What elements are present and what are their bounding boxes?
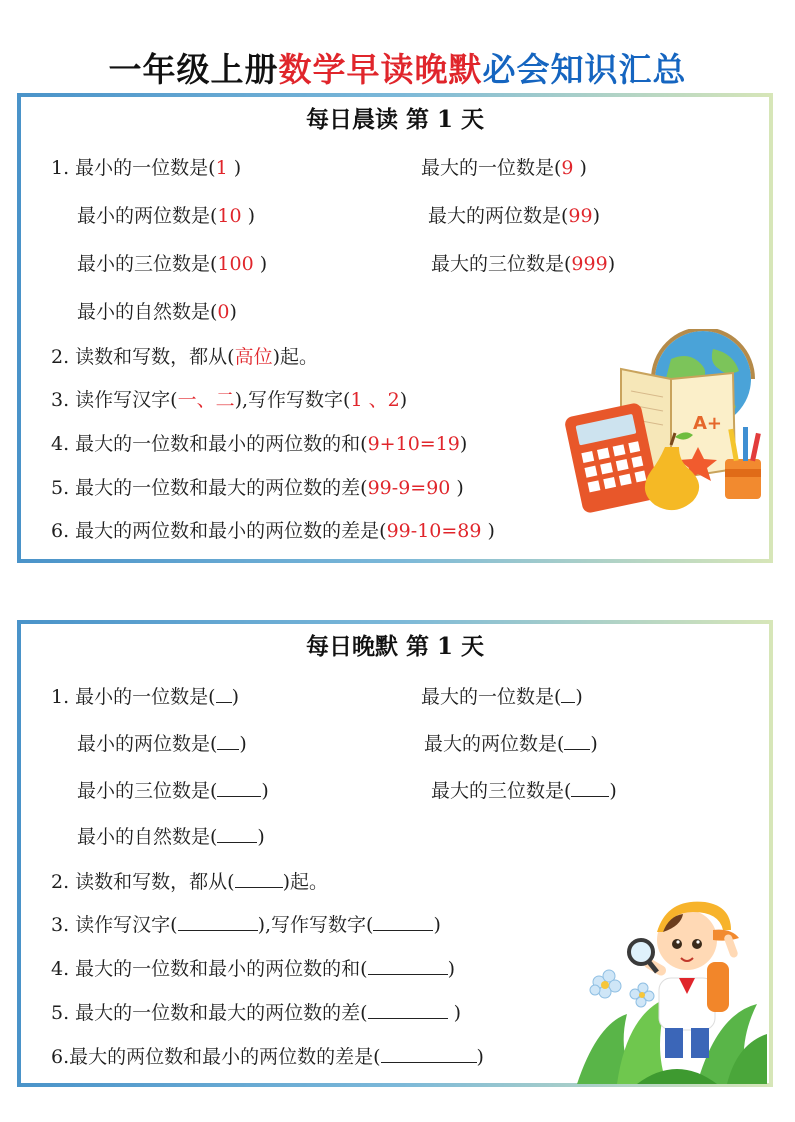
morning-item-min-two-digit: 最小的两位数是(10 ) — [77, 205, 256, 227]
title-part-grade: 一年级上册 — [108, 50, 279, 89]
answer-blank[interactable] — [381, 1044, 477, 1063]
answer-blank[interactable] — [178, 912, 258, 931]
morning-heading: 每日晨读 第 1 天 — [305, 106, 485, 133]
evening-item-read-write: 2. 读数和写数，都从( )起。 — [51, 871, 329, 893]
morning-item-min-natural: 最小的自然数是(0) — [77, 301, 237, 323]
answer-blank[interactable] — [561, 684, 575, 703]
answer-blank[interactable] — [368, 1000, 448, 1019]
evening-item-max-one-digit: 最大的一位数是( ) — [421, 686, 583, 708]
answer-blank[interactable] — [235, 869, 283, 888]
morning-item-difference-a: 5. 最大的一位数和最大的两位数的差(99-9=90 ) — [51, 477, 464, 499]
answer-blank[interactable] — [571, 778, 609, 797]
answer-blank[interactable] — [216, 684, 232, 703]
boy-with-magnifier-illustration — [577, 892, 767, 1084]
morning-item-difference-b: 6. 最大的两位数和最小的两位数的差是(99-10=89 ) — [51, 520, 495, 542]
answer-blank[interactable] — [217, 778, 261, 797]
school-supplies-illustration — [553, 329, 768, 514]
answer-blank[interactable] — [368, 956, 448, 975]
answer-blank[interactable] — [373, 912, 433, 931]
title-part-subject: 数学早读晚默 — [278, 50, 483, 89]
morning-item-min-three-digit: 最小的三位数是(100 ) — [77, 253, 268, 275]
evening-item-max-three-digit: 最大的三位数是( ) — [431, 780, 617, 802]
evening-item-min-two-digit: 最小的两位数是( ) — [77, 733, 247, 755]
answer-blank[interactable] — [217, 731, 239, 750]
evening-item-max-two-digit: 最大的两位数是( ) — [424, 733, 598, 755]
morning-item-min-one-digit: 1. 最小的一位数是(1 ) — [51, 157, 242, 179]
svg-text:A+: A+ — [693, 413, 723, 434]
morning-item-max-one-digit: 最大的一位数是(9 ) — [421, 157, 587, 179]
morning-item-chinese-digits: 3. 读作写汉字(一、二),写作写数字(1 、2) — [51, 389, 408, 411]
answer-blank[interactable] — [217, 824, 257, 843]
evening-item-min-one-digit: 1. 最小的一位数是( ) — [51, 686, 240, 708]
evening-heading: 每日晚默 第 1 天 — [305, 633, 485, 660]
answer-blank[interactable] — [564, 731, 590, 750]
pencil-cup-icon — [725, 427, 761, 499]
evening-item-difference-a: 5. 最大的一位数和最大的两位数的差( ) — [51, 1002, 462, 1024]
magnifier-icon — [629, 940, 653, 964]
morning-item-read-write: 2. 读数和写数，都从(高位)起。 — [51, 346, 319, 368]
morning-item-max-three-digit: 最大的三位数是(999) — [431, 253, 616, 275]
morning-item-sum: 4. 最大的一位数和最小的两位数的和(9+10=19) — [51, 433, 468, 455]
morning-item-max-two-digit: 最大的两位数是(99) — [428, 205, 601, 227]
evening-item-difference-b: 6.最大的两位数和最小的两位数的差是( ) — [51, 1046, 484, 1068]
title-part-summary: 必会知识汇总 — [482, 50, 687, 89]
page-title — [0, 44, 795, 91]
evening-item-sum: 4. 最大的一位数和最小的两位数的和( ) — [51, 958, 456, 980]
flower-icon — [590, 970, 654, 1007]
evening-item-chinese-digits: 3. 读作写汉字( ),写作写数字( ) — [51, 914, 441, 936]
evening-dictation-panel — [17, 620, 773, 1087]
evening-item-min-three-digit: 最小的三位数是( ) — [77, 780, 269, 802]
morning-reading-panel — [17, 93, 773, 563]
evening-item-min-natural: 最小的自然数是( ) — [77, 826, 265, 848]
